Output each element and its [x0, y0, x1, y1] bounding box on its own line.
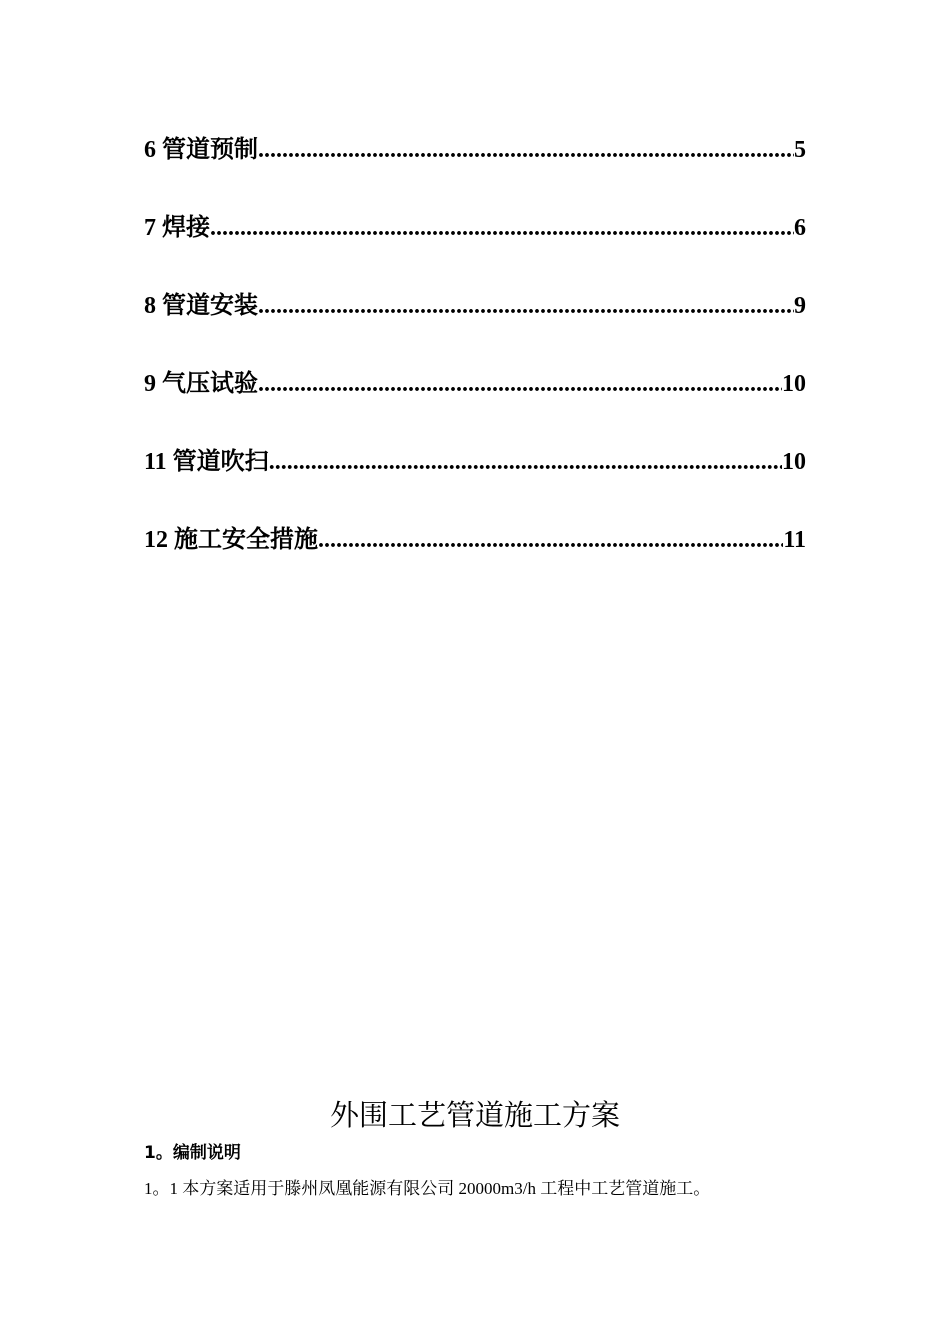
toc-entry	[144, 518, 806, 596]
toc-entry-label: 8 管道安装	[144, 293, 258, 319]
toc-entry	[144, 284, 806, 362]
toc-entry	[144, 362, 806, 440]
toc-entry-page: 6	[794, 215, 806, 241]
toc-leader-dots	[269, 440, 782, 484]
toc-entry-page: 11	[783, 527, 806, 553]
section-heading: 1。编制说明	[144, 1143, 241, 1163]
document-title: 外围工艺管道施工方案	[329, 1100, 620, 1132]
toc-entry-page: 9	[794, 293, 806, 319]
toc-leader-dots	[258, 284, 794, 328]
toc-entry	[144, 128, 806, 206]
toc-leader-dots	[258, 362, 782, 406]
toc-entry-label: 6 管道预制	[144, 137, 258, 163]
toc-entry-label: 11 管道吹扫	[144, 449, 269, 475]
toc-entry	[144, 206, 806, 284]
toc-entry-label: 12 施工安全措施	[144, 527, 318, 553]
toc-entry-label: 7 焊接	[144, 215, 210, 241]
toc-leader-dots	[258, 128, 794, 172]
toc-entry	[144, 440, 806, 518]
toc-entry-page: 10	[782, 371, 806, 397]
toc-leader-dots	[318, 518, 783, 562]
toc-entry-page: 5	[794, 137, 806, 163]
table-of-contents	[144, 128, 806, 596]
body-paragraph: 1。1 本方案适用于滕州凤凰能源有限公司 20000m3/h 工程中工艺管道施工。	[144, 1179, 711, 1198]
toc-leader-dots	[210, 206, 794, 250]
toc-entry-page: 10	[782, 449, 806, 475]
toc-entry-label: 9 气压试验	[144, 371, 258, 397]
